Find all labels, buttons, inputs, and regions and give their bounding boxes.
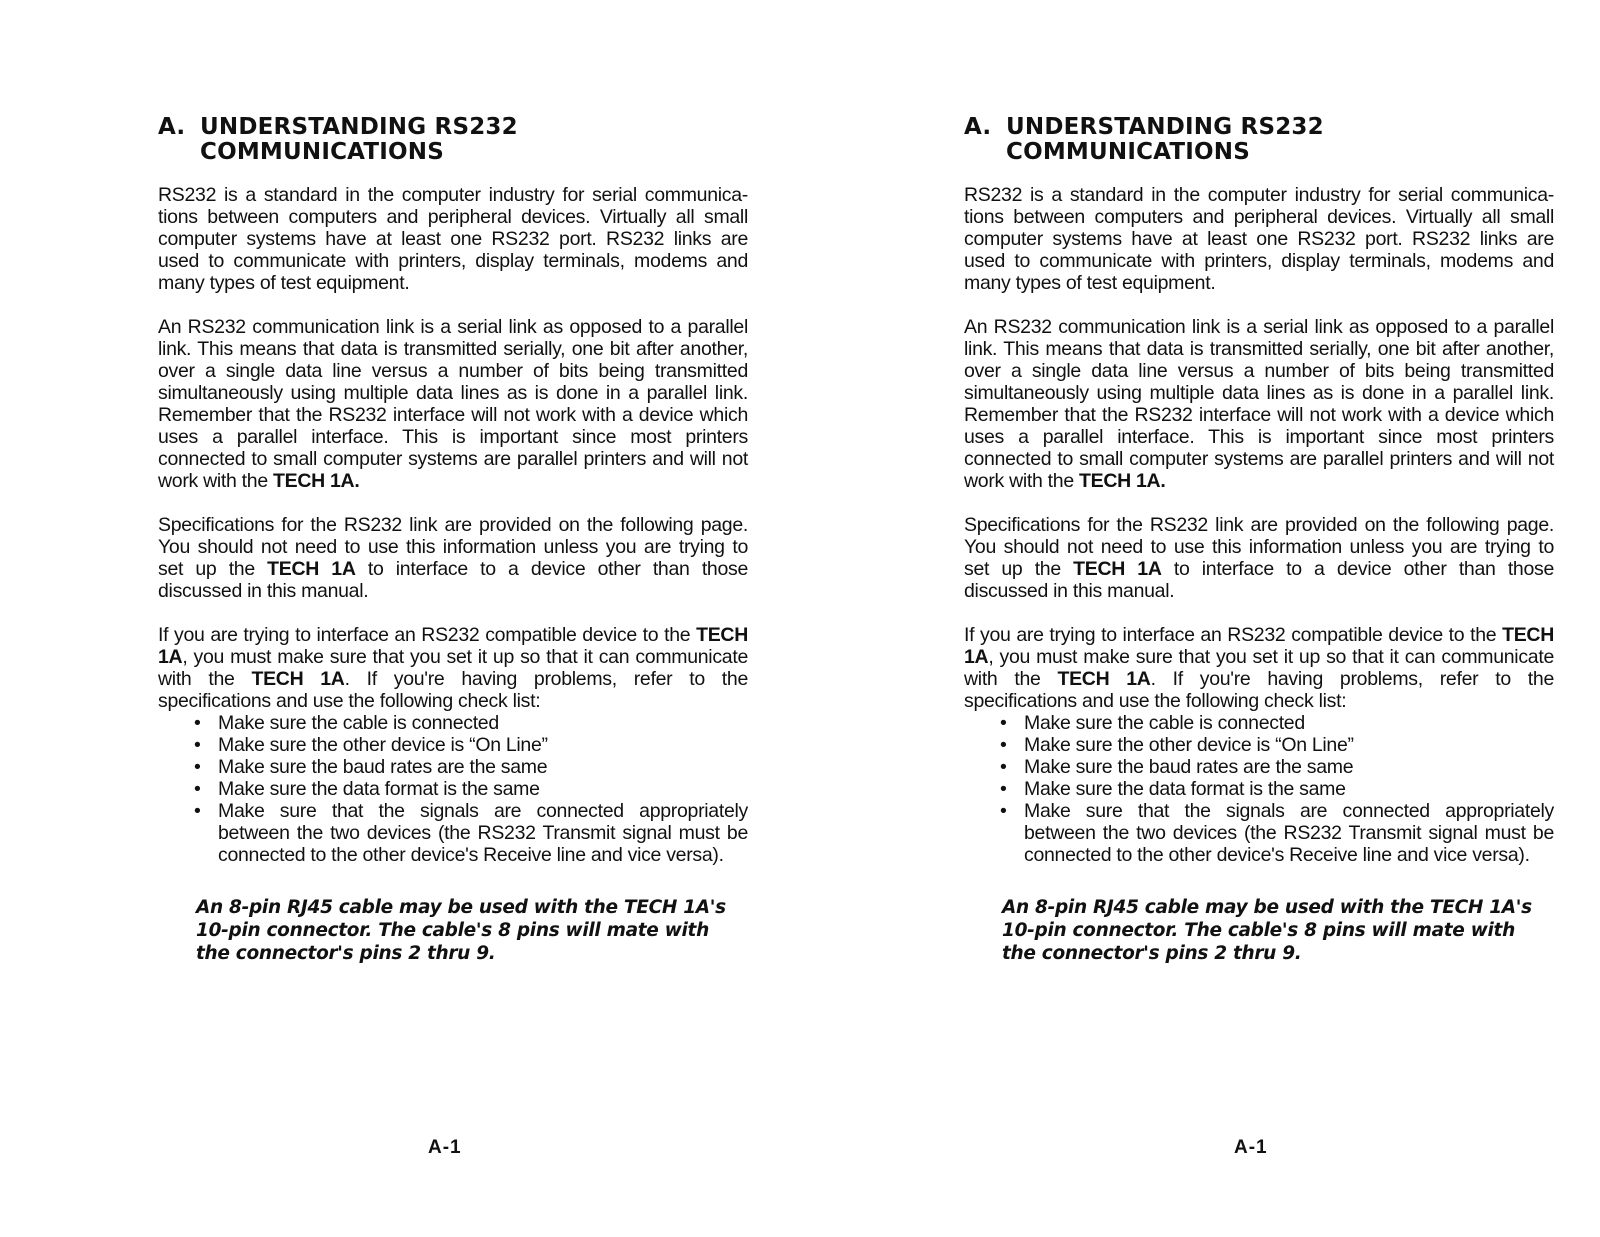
- product-name: TECH 1A: [1079, 470, 1161, 492]
- bullet-icon: •: [194, 712, 201, 734]
- list-item-text: Make sure the data format is the same: [1024, 778, 1346, 800]
- page-number: A-1: [428, 1137, 462, 1158]
- cable-note: An 8-pin RJ45 cable may be used with the TECH 1A's 10-pin connector. The cable's 8 pins will mate with the connector's pins 2 thru 9.: [196, 897, 726, 964]
- paragraph-interfacing-start: If you are trying to interface an RS232 compatible device to the: [158, 624, 697, 646]
- bullet-icon: •: [194, 734, 201, 756]
- heading-line-2: COMMUNICATIONS: [200, 139, 444, 165]
- list-item-text: Make sure the other device is “On Line”: [1024, 734, 1354, 756]
- section-heading: [964, 115, 1324, 165]
- paragraph-serial-link-text: An RS232 communication link is a serial link as opposed to a parallel link. This means that data is transmitted serially, one bit after another, over a single data line versus a number of bits being transmitted simultaneously using multiple data lines as is done in a parallel link. Remember that the RS232 interface will not work with a device which uses a parallel interface. This is important since most printers connected to small computer systems are parallel printers and will not work with the: [964, 316, 1554, 492]
- bullet-icon: •: [1000, 756, 1007, 778]
- product-name: TECH 1A: [1057, 668, 1151, 690]
- list-item: [194, 778, 748, 800]
- section-letter: A.: [964, 114, 992, 140]
- list-item: [1000, 800, 1554, 866]
- paragraph-intro: RS232 is a standard in the computer industry for serial communica- tions between computers and peripheral devices. Virtually all small computer systems have at least one RS232 port. RS232 links are used to communicate with printers, display terminals, modems and many types of test equipment.: [964, 184, 1554, 294]
- product-name: TECH 1A: [273, 470, 355, 492]
- bullet-icon: •: [1000, 712, 1007, 734]
- bullet-icon: •: [194, 800, 201, 822]
- cable-note: An 8-pin RJ45 cable may be used with the TECH 1A's 10-pin connector. The cable's 8 pins will mate with the connector's pins 2 thru 9.: [1002, 897, 1532, 964]
- paragraph-serial-link: [158, 316, 748, 492]
- product-name: TECH 1A: [251, 668, 345, 690]
- list-item-text: Make sure the baud rates are the same: [1024, 756, 1354, 778]
- paragraph-serial-link: [964, 316, 1554, 492]
- heading-line-1: UNDERSTANDING RS232: [200, 114, 518, 140]
- list-item-text: Make sure that the signals are connected appropriately between the two devices (the RS232 Transmit signal must be connected to the other device's Receive line and vice versa).: [218, 800, 748, 866]
- paragraph-interfacing-end: . If you're having problems, refer to the specifications and use the following check list:: [158, 668, 748, 712]
- list-item: [1000, 778, 1554, 800]
- list-item: [1000, 712, 1554, 734]
- paragraph-intro: RS232 is a standard in the computer industry for serial communica- tions between computers and peripheral devices. Virtually all small computer systems have at least one RS232 port. RS232 links are used to communicate with printers, display terminals, modems and many types of test equipment.: [158, 184, 748, 294]
- product-name: TECH 1A: [1073, 558, 1162, 580]
- product-name: TECH 1A: [964, 624, 1554, 668]
- left-page: [158, 0, 778, 1237]
- check-list: [964, 712, 1554, 866]
- paragraph-specifications-start: Specifications for the RS232 link are provided on the following page. You should not need to use this information unless you are trying to set up the: [964, 514, 1554, 580]
- paragraph-specifications-start: Specifications for the RS232 link are provided on the following page. You should not need to use this information unless you are trying to set up the: [158, 514, 748, 580]
- list-item: [194, 800, 748, 866]
- list-item-text: Make sure the baud rates are the same: [218, 756, 548, 778]
- paragraph-interfacing: [158, 624, 748, 712]
- right-page: [964, 0, 1584, 1237]
- paragraph-specifications-end: to interface to a device other than those discussed in this manual.: [158, 558, 749, 602]
- heading-line-1: UNDERSTANDING RS232: [1006, 114, 1324, 140]
- page-number: A-1: [1234, 1137, 1268, 1158]
- bullet-icon: •: [194, 778, 201, 800]
- period: .: [1160, 470, 1166, 492]
- paragraph-interfacing: [964, 624, 1554, 712]
- heading-line-2: COMMUNICATIONS: [1006, 139, 1250, 165]
- section-heading: [158, 115, 518, 165]
- paragraph-specifications: [158, 514, 748, 602]
- check-list: [158, 712, 748, 866]
- bullet-icon: •: [1000, 734, 1007, 756]
- paragraph-interfacing-mid: , you must make sure that you set it up so that it can communicate with the: [964, 646, 1554, 690]
- list-item-text: Make sure the data format is the same: [218, 778, 540, 800]
- list-item-text: Make sure the cable is connected: [218, 712, 499, 734]
- paragraph-specifications: [964, 514, 1554, 602]
- bullet-icon: •: [1000, 778, 1007, 800]
- paragraph-specifications-end: to interface to a device other than those discussed in this manual.: [964, 558, 1555, 602]
- section-letter: A.: [158, 114, 186, 140]
- list-item-text: Make sure the other device is “On Line”: [218, 734, 548, 756]
- paragraph-serial-link-text: An RS232 communication link is a serial link as opposed to a parallel link. This means that data is transmitted serially, one bit after another, over a single data line versus a number of bits being transmitted simultaneously using multiple data lines as is done in a parallel link. Remember that the RS232 interface will not work with a device which uses a parallel interface. This is important since most printers connected to small computer systems are parallel printers and will not work with the: [158, 316, 748, 492]
- list-item-text: Make sure the cable is connected: [1024, 712, 1305, 734]
- list-item: [1000, 734, 1554, 756]
- paragraph-interfacing-mid: , you must make sure that you set it up so that it can communicate with the: [158, 646, 748, 690]
- list-item: [194, 712, 748, 734]
- paragraph-interfacing-end: . If you're having problems, refer to the specifications and use the following check list:: [964, 668, 1554, 712]
- product-name: TECH 1A: [267, 558, 356, 580]
- bullet-icon: •: [1000, 800, 1007, 822]
- body-text: [158, 184, 748, 965]
- paragraph-interfacing-start: If you are trying to interface an RS232 compatible device to the: [964, 624, 1503, 646]
- list-item-text: Make sure that the signals are connected appropriately between the two devices (the RS232 Transmit signal must be connected to the other device's Receive line and vice versa).: [1024, 800, 1554, 866]
- bullet-icon: •: [194, 756, 201, 778]
- list-item: [1000, 756, 1554, 778]
- list-item: [194, 756, 748, 778]
- body-text: [964, 184, 1554, 965]
- product-name: TECH 1A: [158, 624, 748, 668]
- period: .: [354, 470, 360, 492]
- list-item: [194, 734, 748, 756]
